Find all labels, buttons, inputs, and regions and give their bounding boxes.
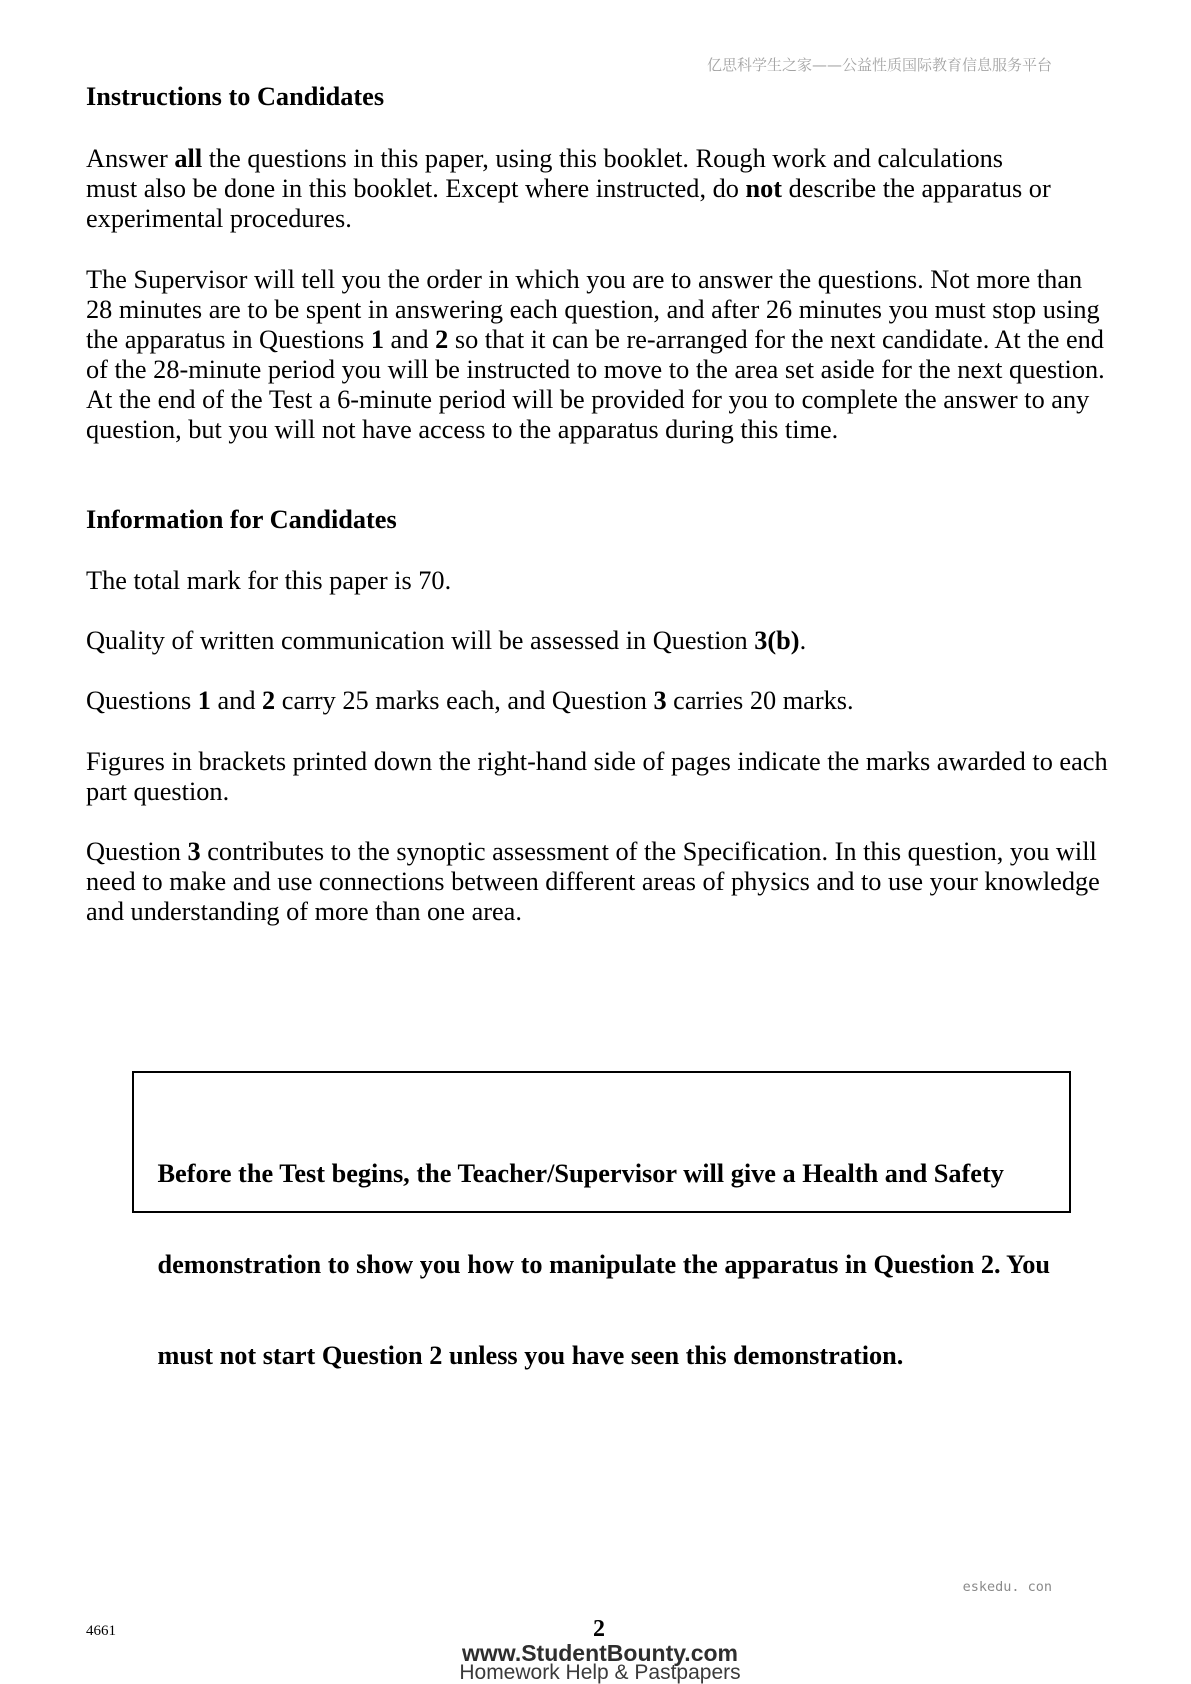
text-run: At the end of the Test a 6-minute period will be provided for you to complete the answer to any bbox=[86, 385, 1090, 415]
text-line bbox=[86, 566, 451, 596]
logo-url: www.StudentBounty.com bbox=[462, 1640, 738, 1666]
text-line bbox=[86, 867, 1100, 897]
text-run: and bbox=[210, 686, 263, 715]
text-run: Questions bbox=[86, 686, 198, 715]
information-paragraph bbox=[86, 837, 1100, 928]
text-line bbox=[86, 325, 1105, 355]
bold-text: 1 bbox=[197, 686, 211, 715]
information-paragraph bbox=[86, 626, 806, 656]
text-run: experimental procedures. bbox=[86, 203, 352, 233]
text-run: part question. bbox=[86, 776, 230, 806]
text-line bbox=[86, 837, 1100, 867]
bold-text: all bbox=[174, 143, 203, 173]
text-line bbox=[86, 385, 1105, 415]
information-paragraph bbox=[86, 747, 1108, 807]
text-run: carries 20 marks. bbox=[666, 686, 854, 715]
text-line bbox=[86, 355, 1105, 385]
bold-text: 2 bbox=[435, 324, 449, 354]
text-line bbox=[86, 415, 1105, 445]
text-run: carry 25 marks each, and Question bbox=[275, 686, 654, 715]
safety-notice-box bbox=[132, 1071, 1071, 1370]
text-run: describe the apparatus or bbox=[782, 173, 1051, 203]
text-run: must also be done in this booklet. Except where instructed, do bbox=[86, 173, 746, 203]
section-heading-instructions: Instructions to Candidates bbox=[86, 82, 385, 111]
text-run: . bbox=[799, 626, 807, 655]
text-line bbox=[86, 897, 1100, 927]
text-run: 28 minutes are to be spent in answering each question, and after 26 minutes you must stop using bbox=[86, 294, 1100, 324]
paper-code: 4661 bbox=[86, 1623, 116, 1639]
text-run: The total mark for this paper is 70. bbox=[86, 565, 452, 595]
text-line bbox=[86, 686, 854, 716]
text-run: Question bbox=[86, 837, 188, 866]
logo-tagline: Homework Help & Pastpapers bbox=[459, 1661, 741, 1684]
text-line bbox=[86, 626, 806, 656]
instructions-paragraph bbox=[86, 265, 1105, 446]
text-run: so that it can be re-arranged for the next candidate. At the end bbox=[448, 324, 1104, 354]
text-line bbox=[86, 295, 1105, 325]
notice-line: Before the Test begins, the Teacher/Supervisor will give a Health and Safety bbox=[157, 1159, 1004, 1189]
section-heading-information: Information for Candidates bbox=[86, 505, 397, 534]
site-watermark: eskedu. con bbox=[962, 1579, 1052, 1595]
bold-text: 2 bbox=[262, 686, 276, 715]
text-line bbox=[86, 747, 1108, 777]
bold-text: 3 bbox=[187, 837, 201, 866]
text-line bbox=[86, 144, 1051, 174]
notice-line: demonstration to show you how to manipulate the apparatus in Question 2. You bbox=[157, 1250, 1051, 1279]
text-line bbox=[86, 777, 1108, 807]
text-line bbox=[86, 265, 1105, 295]
text-run: the questions in this paper, using this booklet. Rough work and calculations bbox=[202, 143, 1004, 173]
text-run: question, but you will not have access to the apparatus during this time. bbox=[86, 415, 839, 445]
text-run: Answer bbox=[86, 143, 175, 173]
text-run: The Supervisor will tell you the order in which you are to answer the questions. Not more than bbox=[86, 264, 1083, 294]
information-paragraph bbox=[86, 686, 854, 716]
bold-text: 1 bbox=[370, 324, 384, 354]
page-number: 2 bbox=[593, 1616, 605, 1642]
text-run: of the 28-minute period you will be instructed to move to the area set aside for the next question. bbox=[86, 355, 1105, 385]
text-run: the apparatus in Questions bbox=[86, 324, 371, 354]
text-run: contributes to the synoptic assessment of the Specification. In this question, you will bbox=[200, 837, 1097, 866]
bold-text: 3(b) bbox=[754, 626, 800, 655]
notice-line: must not start Question 2 unless you have seen this demonstration. bbox=[157, 1340, 904, 1370]
text-line bbox=[86, 204, 1051, 234]
text-run: Quality of written communication will be assessed in Question bbox=[86, 626, 755, 655]
instructions-paragraph bbox=[86, 144, 1051, 235]
text-run: need to make and use connections between different areas of physics and to use your knowledge bbox=[86, 867, 1100, 897]
text-line bbox=[86, 174, 1051, 204]
bold-text: not bbox=[745, 173, 783, 203]
information-paragraph bbox=[86, 566, 451, 596]
text-run: and bbox=[383, 324, 436, 354]
text-run: Figures in brackets printed down the right-hand side of pages indicate the marks awarded to each bbox=[86, 746, 1108, 776]
text-run: and understanding of more than one area. bbox=[86, 897, 522, 927]
bold-text: 3 bbox=[653, 686, 667, 715]
header-watermark: 亿思科学生之家——公益性质国际教育信息服务平台 bbox=[706, 56, 1052, 74]
